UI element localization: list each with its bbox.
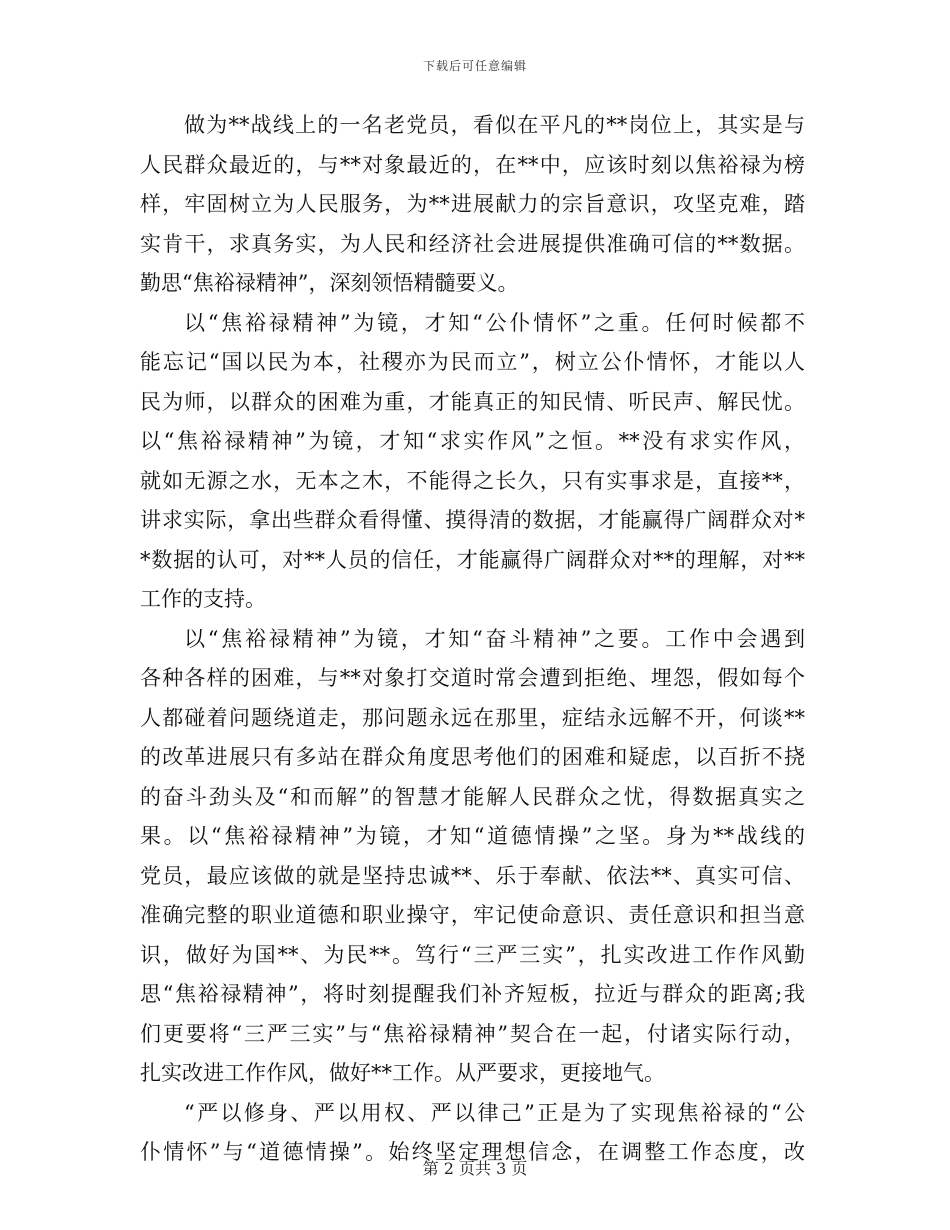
text-line: 做为**战线上的一名老党员，看似在平凡的**岗位上，其实是与 bbox=[184, 113, 805, 137]
text-line: 工作的支持。 bbox=[140, 587, 266, 611]
text-line: 实肯干，求真务实，为人民和经济社会进展提供准确可信的**数据。 bbox=[140, 231, 805, 256]
text-line: 果。以“焦裕禄精神”为镜，才知“道德情操”之坚。身为**战线的 bbox=[140, 824, 805, 848]
text-line: 就如无源之水，无本之木，不能得之长久，只有实事求是，直接**， bbox=[140, 468, 805, 493]
text-line: 以“焦裕禄精神”为镜，才知“公仆情怀”之重。任何时候都不 bbox=[184, 310, 805, 335]
page-header: 下载后可任意编辑 bbox=[422, 59, 527, 73]
document-body bbox=[140, 106, 805, 1173]
text-line: 以“焦裕禄精神”为镜，才知“求实作风”之恒。**没有求实作风， bbox=[140, 429, 805, 453]
text-line: 仆情怀”与“道德情操”。始终坚定理想信念，在调整工作态度，改 bbox=[140, 1140, 805, 1164]
page-footer: 第 2 页共 3 页 bbox=[422, 1159, 528, 1178]
text-line: 能忘记“国以民为本，社稷亦为民而立”，树立公仆情怀，才能以人 bbox=[140, 350, 805, 374]
text-line: 讲求实际，拿出些群众看得懂、摸得清的数据，才能赢得广阔群众对* bbox=[140, 508, 805, 532]
text-line: 勤思“焦裕禄精神”，深刻领悟精髓要义。 bbox=[140, 271, 519, 295]
text-line: *数据的认可，对**人员的信任，才能赢得广阔群众对**的理解，对** bbox=[140, 547, 805, 572]
text-line: 以“焦裕禄精神”为镜，才知“奋斗精神”之要。工作中会遇到 bbox=[184, 626, 805, 651]
text-line: 识，做好为国**、为民**。笃行“三严三实”，扎实改进工作作风勤 bbox=[140, 942, 805, 967]
text-line: 党员，最应该做的就是坚持忠诚**、乐于奉献、依法**、真实可信、 bbox=[140, 863, 805, 888]
text-line: “严以修身、严以用权、严以律己”正是为了实现焦裕禄的“公 bbox=[184, 1100, 805, 1125]
text-line: 的改革进展只有多站在群众角度思考他们的困难和疑虑，以百折不挠 bbox=[140, 745, 805, 769]
text-line: 的奋斗劲头及“和而解”的智慧才能解人民群众之忧，得数据真实之 bbox=[140, 784, 805, 809]
text-line: 样，牢固树立为人民服务，为**进展献力的宗旨意识，攻坚克难，踏 bbox=[140, 192, 805, 216]
text-line: 民为师，以群众的困难为重，才能真正的知民情、听民声、解民忧。 bbox=[140, 389, 805, 414]
text-line: 们更要将“三严三实”与“焦裕禄精神”契合在一起，付诸实际行动， bbox=[140, 1021, 805, 1046]
text-line: 思“焦裕禄精神”，将时刻提醒我们补齐短板，拉近与群众的距离;我 bbox=[140, 982, 805, 1006]
text-line: 人都碰着问题绕道走，那问题永远在那里，症结永远解不开，何谈** bbox=[140, 705, 805, 730]
text-line: 准确完整的职业道德和职业操守，牢记使命意识、责任意识和担当意 bbox=[140, 903, 805, 927]
text-line: 人民群众最近的，与**对象最近的，在**中，应该时刻以焦裕禄为榜 bbox=[140, 152, 805, 177]
text-line: 扎实改进工作作风，做好**工作。从严要求，更接地气。 bbox=[140, 1061, 665, 1085]
text-line: 各种各样的困难，与**对象打交道时常会遭到拒绝、埋怨，假如每个 bbox=[140, 666, 805, 690]
